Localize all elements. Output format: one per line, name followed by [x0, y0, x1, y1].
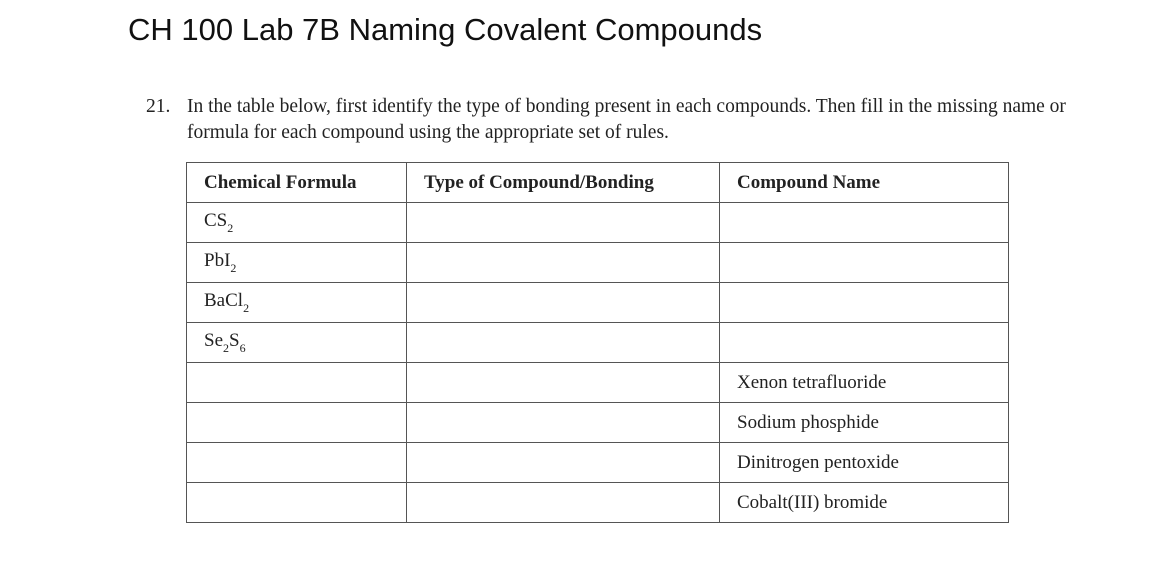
formula-element: BaCl — [204, 289, 244, 311]
page-title: CH 100 Lab 7B Naming Covalent Compounds — [128, 12, 763, 47]
formula-element: CS — [204, 209, 228, 231]
compound-name-cell[interactable] — [720, 243, 1009, 283]
compounds-table — [186, 162, 1009, 523]
bonding-type-cell[interactable] — [407, 483, 720, 523]
compound-name-cell[interactable] — [720, 203, 1009, 243]
bonding-type-cell[interactable] — [407, 243, 720, 283]
question-number: 21. — [146, 96, 171, 117]
question-text: In the table below, first identify the type of bonding present in each compounds. Then fill in the missing name or formula for each compound using the appropriate set of rules. — [187, 96, 1066, 143]
table-row — [187, 283, 1009, 323]
formula-subscript: 2 — [230, 260, 237, 275]
bonding-type-cell[interactable] — [407, 443, 720, 483]
bonding-type-cell[interactable] — [407, 363, 720, 403]
table-row — [187, 483, 1009, 523]
table-row — [187, 363, 1009, 403]
compound-name-cell: Xenon tetrafluoride — [720, 363, 1009, 403]
table-row — [187, 443, 1009, 483]
formula-cell — [187, 283, 407, 323]
bonding-type-cell[interactable] — [407, 283, 720, 323]
header-chemical-formula: Chemical Formula — [187, 163, 407, 203]
formula-cell — [187, 203, 407, 243]
table-row — [187, 203, 1009, 243]
compound-name-cell: Cobalt(III) bromide — [720, 483, 1009, 523]
header-compound-name: Compound Name — [720, 163, 1009, 203]
table-row — [187, 403, 1009, 443]
formula-cell — [187, 323, 407, 363]
bonding-type-cell[interactable] — [407, 203, 720, 243]
formula-element: S — [229, 329, 240, 351]
compound-name-cell[interactable] — [720, 323, 1009, 363]
formula-subscript: 2 — [223, 340, 229, 355]
table-row — [187, 243, 1009, 283]
header-type-of-bonding: Type of Compound/Bonding — [407, 163, 720, 203]
compound-name-cell[interactable] — [720, 283, 1009, 323]
formula-cell[interactable] — [187, 443, 407, 483]
formula-subscript: 2 — [227, 220, 234, 235]
formula-element: PbI — [204, 249, 231, 271]
bonding-type-cell[interactable] — [407, 403, 720, 443]
compound-name-cell: Dinitrogen pentoxide — [720, 443, 1009, 483]
table-header-row — [187, 163, 1009, 203]
compound-name-cell: Sodium phosphide — [720, 403, 1009, 443]
formula-subscript: 6 — [239, 340, 246, 355]
question-21 — [146, 94, 1066, 146]
formula-cell[interactable] — [187, 403, 407, 443]
table-row — [187, 323, 1009, 363]
bonding-type-cell[interactable] — [407, 323, 720, 363]
formula-subscript: 2 — [243, 300, 250, 315]
formula-cell[interactable] — [187, 363, 407, 403]
formula-element: Se — [204, 329, 223, 351]
formula-cell[interactable] — [187, 483, 407, 523]
formula-cell — [187, 243, 407, 283]
